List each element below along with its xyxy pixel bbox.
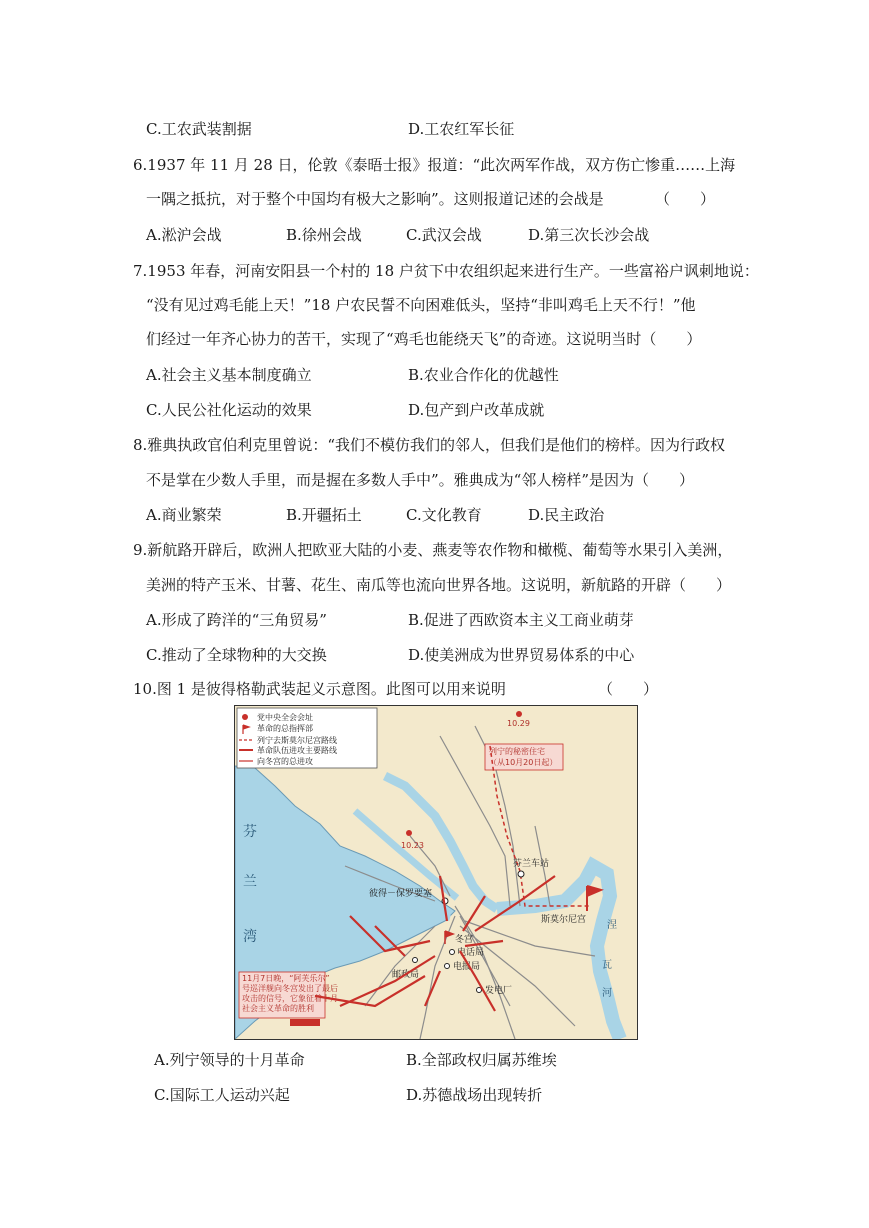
smolny-label: 斯莫尔尼宫 — [541, 915, 587, 925]
q8-option-b: B.开疆拓土 — [286, 506, 362, 524]
gulf-label-2: 兰 — [243, 874, 257, 890]
power-plant-label: 发电厂 — [485, 986, 513, 996]
q10-option-d: D.苏德战场出现转折 — [406, 1086, 543, 1104]
q6-stem-line2: 一隅之抵抗，对于整个中国均有极大之影响”。这则报道记述的会战是 — [146, 190, 604, 208]
river-label-1: 涅 — [607, 920, 617, 931]
q6-option-b: B.徐州会战 — [286, 226, 362, 244]
finland-station-icon — [518, 871, 524, 877]
legend-item-2: 革命的总指挥部 — [257, 724, 313, 733]
q7-option-c: C.人民公社化运动的效果 — [146, 401, 312, 419]
gulf-label-1: 芬 — [243, 824, 257, 840]
aurora-note-line2: 号巡洋舰向冬宫发出了最后 — [242, 984, 338, 993]
q6-answer-paren: （ ） — [655, 190, 716, 208]
q6-option-c: C.武汉会战 — [406, 226, 482, 244]
post-office-icon — [413, 958, 418, 963]
q7-stem-line3: 们经过一年齐心协力的苦干，实现了“鸡毛也能绕天飞”的奇迹。这说明当时（ ） — [146, 330, 702, 348]
aurora-note-line3: 攻击的信号，它象征着十月 — [242, 994, 338, 1003]
legend-item-1: 党中央全会会址 — [257, 713, 313, 722]
q8-option-d: D.民主政治 — [528, 506, 605, 524]
point-1023-icon — [406, 830, 412, 836]
q9-option-c: C.推动了全球物种的大交换 — [146, 646, 327, 664]
q7-option-b: B.农业合作化的优越性 — [408, 366, 559, 384]
q7-option-a: A.社会主义基本制度确立 — [146, 366, 312, 384]
q8-option-a: A.商业繁荣 — [146, 506, 222, 524]
smolny-flag-icon — [587, 886, 601, 911]
q10-option-b: B.全部政权归属苏维埃 — [406, 1051, 557, 1069]
q8-stem-line1: 8.雅典执政官伯利克里曾说：“我们不模仿我们的邻人，但我们是他们的榜样。因为行政权 — [133, 436, 725, 454]
date-1023: 10.23 — [401, 841, 424, 850]
telegraph-icon — [445, 964, 450, 969]
aurora-note-line4: 社会主义革命的胜利 — [242, 1004, 314, 1013]
legend-item-5: 向冬宫的总进攻 — [257, 757, 313, 766]
q8-stem-line2: 不是掌在少数人手里，而是握在多数人手中”。雅典成为“邻人榜样”是因为（ ） — [146, 471, 695, 489]
q7-option-d: D.包产到户改革成就 — [408, 401, 545, 419]
date-1029: 10.29 — [507, 719, 530, 728]
q10-stem-line1: 10.图 1 是彼得格勒武装起义示意图。此图可以用来说明 — [133, 680, 506, 698]
q9-option-a: A.形成了跨洋的“三角贸易” — [146, 611, 327, 629]
river-label-3: 河 — [602, 988, 612, 999]
finland-station-label: 芬兰车站 — [513, 859, 550, 869]
q10-option-a: A.列宁领导的十月革命 — [154, 1051, 305, 1069]
q9-stem-line1: 9.新航路开辟后，欧洲人把欧亚大陆的小麦、燕麦等农作物和橄榄、葡萄等水果引入美洲， — [133, 541, 733, 559]
point-1029-icon — [516, 711, 522, 717]
lenin-hideout-label: 列宁的秘密住宅 — [489, 747, 545, 756]
q10-answer-paren: （ ） — [598, 680, 659, 698]
neva-river — [497, 866, 620, 1039]
q6-stem-line1: 6.1937 年 11 月 28 日，伦敦《泰晤士报》报道：“此次两军作战，双方伤亡惨重……上海 — [133, 156, 736, 174]
aurora-ship-icon — [290, 1019, 320, 1026]
aurora-note-line1: 11月7日晚，“阿芙乐尔” — [242, 974, 330, 983]
q6-option-a: A.淞沪会战 — [146, 226, 222, 244]
legend-item-4: 革命队伍进攻主要路线 — [257, 746, 337, 755]
lenin-hideout-date: （从10月20日起） — [489, 758, 558, 767]
telephone-icon — [450, 950, 455, 955]
q9-option-b: B.促进了西欧资本主义工商业萌芽 — [408, 611, 634, 629]
q8-option-c: C.文化教育 — [406, 506, 482, 524]
winter-palace-label: 冬宫 — [455, 935, 474, 945]
q9-option-d: D.使美洲成为世界贸易体系的中心 — [408, 646, 635, 664]
q6-option-d: D.第三次长沙会战 — [528, 226, 650, 244]
q10-option-c: C.国际工人运动兴起 — [154, 1086, 290, 1104]
q7-stem-line2: “没有见过鸡毛能上天！”18 户农民誓不向困难低头，坚持“非叫鸡毛上天不行！”他 — [146, 296, 696, 314]
telephone-label: 电话局 — [457, 948, 485, 958]
legend-dot-icon — [242, 714, 248, 720]
gulf-label-3: 湾 — [243, 929, 257, 945]
legend-item-3: 列宁去斯莫尔尼宫路线 — [257, 736, 337, 745]
telegraph-label: 电报局 — [453, 962, 481, 972]
river-label-2: 瓦 — [602, 960, 612, 971]
petrograd-uprising-map — [234, 705, 638, 1040]
peter-paul-label: 彼得－保罗要塞 — [369, 889, 433, 899]
q9-stem-line2: 美洲的特产玉米、甘薯、花生、南瓜等也流向世界各地。这说明，新航路的开辟（ ） — [146, 576, 732, 594]
q7-stem-line1: 7.1953 年春，河南安阳县一个村的 18 户贫下中农组织起来进行生产。一些富裕户讽刺地说： — [133, 262, 759, 280]
post-office-label: 邮政局 — [392, 970, 420, 980]
q5-option-d: D.工农红军长征 — [408, 120, 515, 138]
q5-option-c: C.工农武装割据 — [146, 120, 252, 138]
